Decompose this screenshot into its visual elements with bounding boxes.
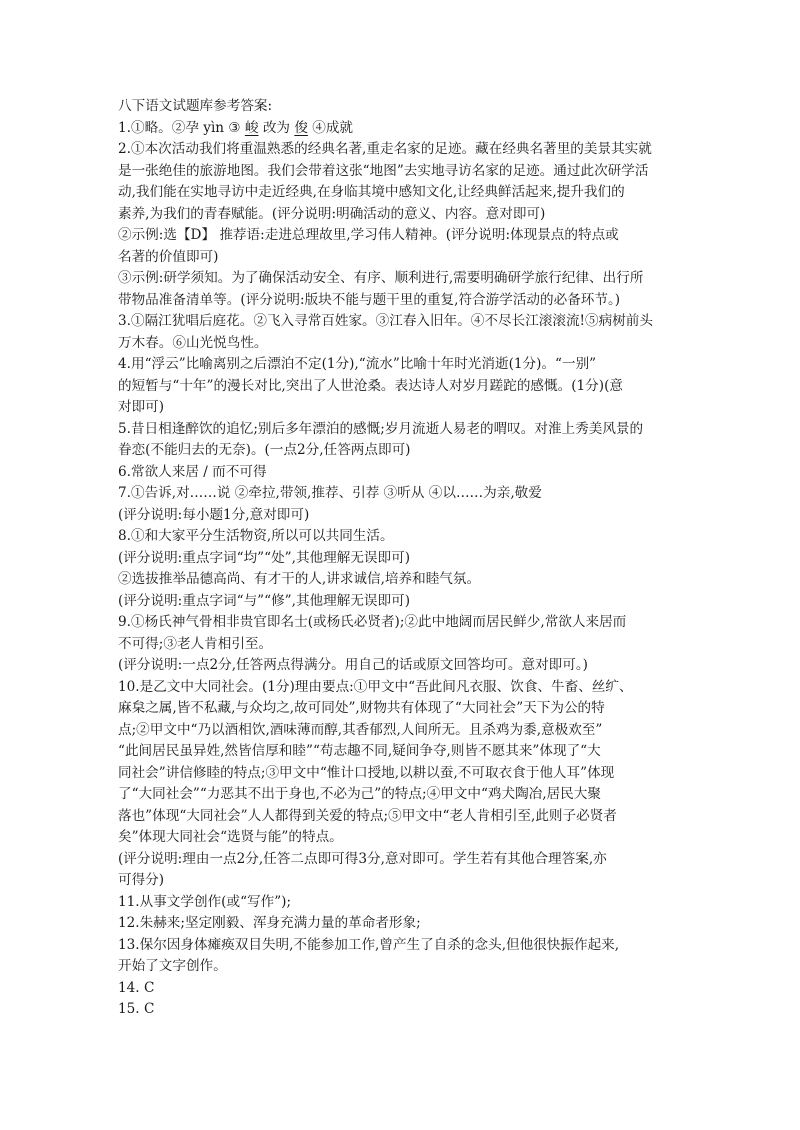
text-line: 4.用“浮云”比喻离别之后漂泊不定(1分),“流水”比喻十年时光消逝(1分)。“一别” xyxy=(118,356,597,372)
text-line: 13.保尔因身体瘫痪双目失明,不能参加工作,曾产生了自杀的念头,但他很快振作起来, xyxy=(118,936,620,953)
text-line: 3.①隔江犹唱后庭花。②飞入寻常百姓家。③江春入旧年。④不尽长江滚滚流!⑤病树前头 xyxy=(118,313,653,329)
text-line: 矣”体现大同社会“选贤与能”的特点。 xyxy=(118,829,343,845)
text-line: 开始了文字创作。 xyxy=(118,958,227,974)
text-line: 可得分) xyxy=(118,872,165,888)
text-line: 名著的价值即可) xyxy=(118,248,219,265)
text-line: 10.是乙文中大同社会。(1分)理由要点:①甲文中“吾此间凡衣服、饮食、牛畜、丝纩、 xyxy=(118,678,633,695)
text-line: 眷恋(不能归去的无奈)。(一点2分,任答两点即可) xyxy=(118,442,411,458)
text-line: 14. C xyxy=(118,979,155,996)
answer-1-word-2: 俊 xyxy=(294,119,308,136)
text-line: 动,我们能在实地寻访中走近经典,在身临其境中感知文化,让经典鲜活起来,提升我们的 xyxy=(118,184,625,200)
text-line: 7.①告诉,对……说 ②牵拉,带领,推荐、引荐 ③听从 ④以……为亲,敬爱 xyxy=(118,485,542,501)
answer-body xyxy=(118,139,700,1021)
text-line: 带物品准备清单等。(评分说明:版块不能与题干里的重复,符合游学活动的必备环节。) xyxy=(118,291,621,308)
answer-1-post: ④成就 xyxy=(312,119,354,136)
text-line: 对即可) xyxy=(118,399,165,415)
text-line: 的短暂与“十年”的漫长对比,突出了人世沧桑。表达诗人对岁月蹉跎的感慨。(1分)(意 xyxy=(118,377,623,394)
text-line: 8.①和大家平分生活物资,所以可以共同生活。 xyxy=(118,528,394,544)
text-line: “此间居民虽异姓,然皆信厚和睦”“苟志趣不同,疑间争夺,则皆不愿其来”体现了“大 xyxy=(118,743,601,759)
text-line: 是一张绝佳的旅游地图。我们会带着这张“地图”去实地寻访名家的足迹。通过此次研学活 xyxy=(118,162,649,179)
text-line: (评分说明:每小题1分,意对即可) xyxy=(118,506,310,523)
text-line: (评分说明:重点字词“与”“修”,其他理解无误即可) xyxy=(118,592,410,609)
answer-1-pre: 1.①略。②孕 yìn ③ xyxy=(118,119,241,136)
text-line: 11.从事文学创作(或“写作”); xyxy=(118,893,292,910)
text-line: 落也”体现“大同社会”人人都得到关爱的特点;⑤甲文中“老人肯相引至,此则子必贤者 xyxy=(118,807,617,824)
text-line: 素养,为我们的青春赋能。(评分说明:明确活动的意义、内容。意对即可) xyxy=(118,205,546,222)
text-line: 5.昔日相逢醉饮的追忆;别后多年漂泊的感慨;岁月流逝人易老的喟叹。对淮上秀美风景的 xyxy=(118,420,644,437)
text-line: 12.朱赫来;坚定刚毅、浑身充满力量的革命者形象; xyxy=(118,915,421,931)
text-line: ③示例:研学须知。为了确保活动安全、有序、顺利进行,需要明确研学旅行纪律、出行所 xyxy=(118,270,644,286)
text-line: (评分说明:理由一点2分,任答二点即可得3分,意对即可。学生若有其他合理答案,亦 xyxy=(118,850,607,867)
text-line: (评分说明:一点2分,任答两点得满分。用自己的话或原文回答均可。意对即可。) xyxy=(118,657,588,673)
text-line: 9.①杨氏神气骨相非贵官即名士(或杨氏必贤者);②此中地阔而居民鲜少,常欲人来居而 xyxy=(118,614,627,630)
text-line: 了“大同社会”“力恶其不出于身也,不必为己”的特点;④甲文中“鸡犬陶冶,居民大聚 xyxy=(118,786,601,802)
text-line: 同社会”讲信修睦的特点;③甲文中“惟计口授地,以耕以蚕,不可取衣食于他人耳”体现 xyxy=(118,764,615,781)
answer-1-word-1: 峻 xyxy=(244,119,259,136)
text-line: 6.常欲人来居 / 而不可得 xyxy=(118,463,267,480)
answer-1-mid: 改为 xyxy=(262,119,290,136)
text-line: (评分说明:重点字词“均”“处”,其他理解无误即可) xyxy=(118,549,410,566)
answer-1 xyxy=(118,118,700,140)
text-line: 2.①本次活动我们将重温熟悉的经典名著,重走名家的足迹。藏在经典名著里的美景其实就 xyxy=(118,141,652,157)
text-line: ②示例:选【D】 推荐语:走进总理故里,学习伟人精神。(评分说明:体现景点的特点或 xyxy=(118,227,619,243)
text-line: 点;②甲文中“乃以酒相饮,酒味薄而醇,其香郁烈,人间所无。且杀鸡为黍,意极欢至” xyxy=(118,721,603,738)
text-line: ②选拔推举品德高尚、有才干的人,讲求诚信,培养和睦气氛。 xyxy=(118,571,481,587)
document-title: 八下语文试题库参考答案: xyxy=(118,98,273,114)
text-line: 15. C xyxy=(118,1001,155,1017)
text-line: 不可得;③老人肯相引至。 xyxy=(118,635,273,652)
text-line: 万木春。⑥山光悦鸟性。 xyxy=(118,334,268,351)
text-line: 麻枲之属,皆不私藏,与众均之,故可同处”,财物共有体现了“大同社会”天下为公的特 xyxy=(118,700,605,716)
